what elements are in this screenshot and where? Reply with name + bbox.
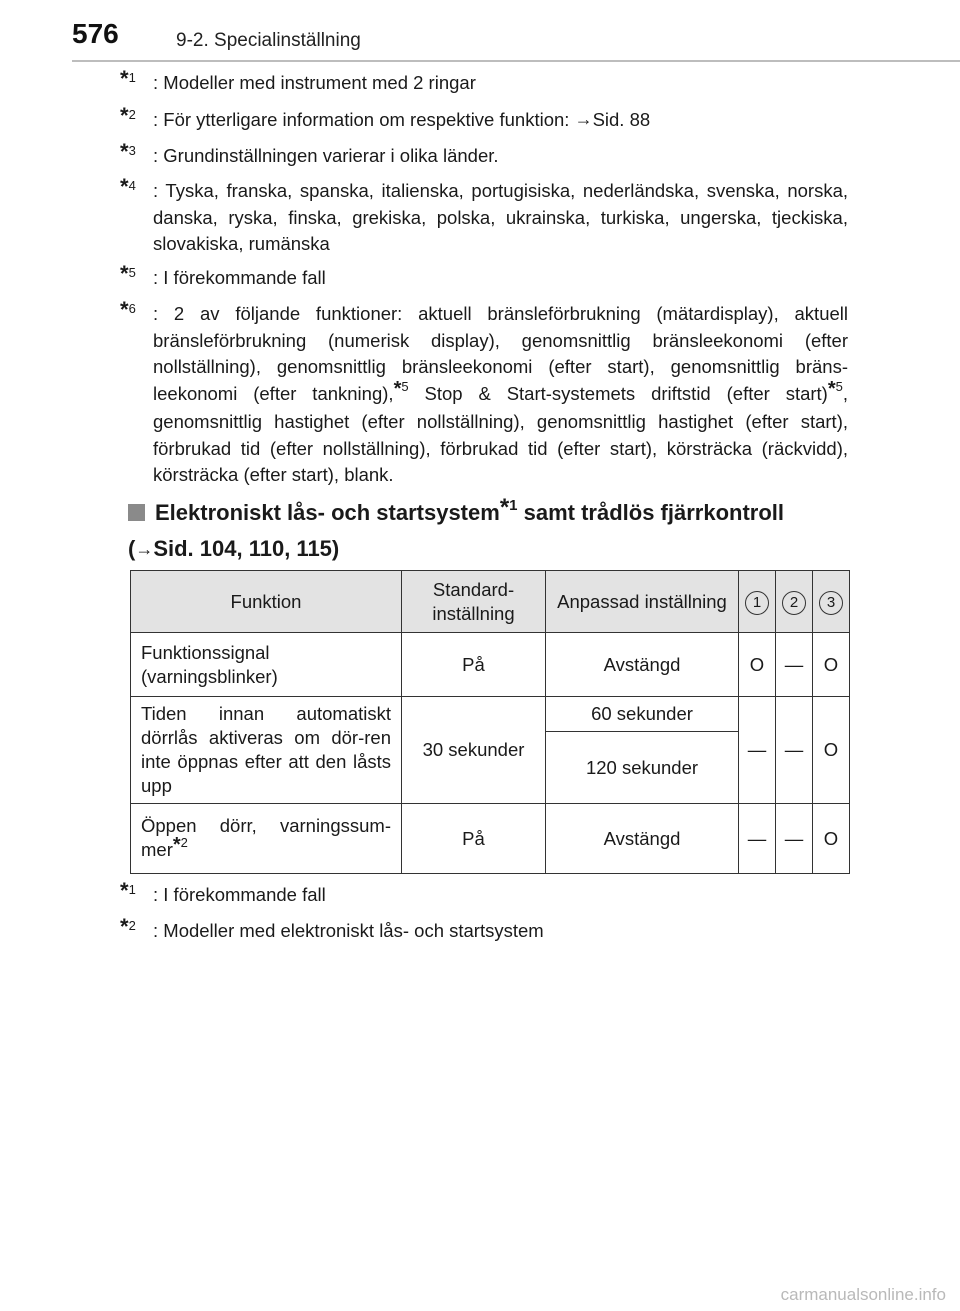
col-header-default: Standard-inställning (402, 571, 546, 633)
col-header-function: Funktion (131, 571, 402, 633)
footnote-number: 5 (128, 265, 136, 280)
square-bullet-icon (128, 504, 145, 521)
table-row (131, 697, 850, 732)
table-row (131, 633, 850, 697)
heading-footnote-ref: 1 (509, 497, 518, 514)
footnote-number: 1 (128, 70, 136, 85)
page-reference: Sid. 88 (592, 109, 651, 130)
arrow-right-icon: → (574, 109, 593, 129)
footnote-text: : För ytterligare information om respektive funktion: (153, 109, 575, 130)
table-footnote-1: *$^1$ : I förekommande fall (120, 882, 848, 909)
page-header (72, 18, 888, 58)
table-header-row (131, 571, 850, 633)
footnote-text-part1: : 2 av följande funktioner: aktuell bränsleförbrukning (mätardisplay), aktuell bränsleförbrukning (numerisk display), genomsnittlig bränsleekonomi (efter nollställning), genomsnittlig bränsleekonomi (efter start), genomsnittlig bräns-leekonomi (efter tankning), (153, 303, 848, 404)
footnote-number: 1 (128, 882, 136, 897)
cell-c2: — (776, 633, 813, 697)
footnote-number: 6 (128, 301, 136, 316)
header-rule (72, 60, 960, 62)
cell-c3: O (813, 804, 850, 874)
footnote-reference: 5 (401, 378, 409, 394)
footnote-3: *$^3$ : Grundinställningen varierar i olika länder. (120, 143, 848, 170)
section-title: 9-2. Specialinställning (176, 30, 361, 51)
cell-c3: O (813, 697, 850, 804)
col-header-circle-1: 1 (745, 591, 769, 615)
footnote-text: : I förekommande fall (153, 267, 326, 288)
footnote-number: 2 (128, 918, 136, 933)
settings-table (130, 570, 850, 874)
footnote-2: *$^2$ : För ytterligare information om respektive funktion: →Sid. 88 (120, 103, 651, 130)
section-heading: Elektroniskt lås- och startsystem*$^1$ samt trådlös fjärrkontroll (→Sid. 104, 110, 115) (128, 494, 785, 561)
page-number: 576 (72, 18, 119, 49)
footnote-text: : Grundinställningen varierar i olika länder. (153, 145, 499, 166)
arrow-right-icon: → (135, 539, 154, 559)
cell-c1: O (739, 633, 776, 697)
col-header-circle-2: 2 (782, 591, 806, 615)
cell-custom: Avstängd (546, 633, 739, 697)
col-header-circle-3: 3 (819, 591, 843, 615)
cell-function: Tiden innan automatiskt dörrlås aktiveras om dör-ren inte öppnas efter att den låsts upp (131, 697, 402, 804)
table-row (131, 804, 850, 874)
footnote-text: : Modeller med elektroniskt lås- och startsystem (153, 920, 544, 941)
cell-c2: — (776, 804, 813, 874)
footnote-text: : Tyska, franska, spanska, italienska, portugisiska, nederländska, svenska, norska, danska, ryska, finska, grekiska, polska, ukrainska, turkiska, ungerska, tjeckiska, slovakiska, rumänska (153, 180, 848, 254)
cell-default: 30 sekunder (402, 697, 546, 804)
cell-default: På (402, 633, 546, 697)
footnote-4: *$^4$ : Tyska, franska, spanska, italienska, portugisiska, nederländska, svenska, norska, danska, ryska, finska, grekiska, polska, ukrainska, turkiska, ungerska, tjeckiska, slovakiska, rumänska (120, 178, 848, 258)
watermark: carmanualsonline.info (780, 1285, 946, 1304)
cell-default: På (402, 804, 546, 874)
footnote-5: *$^5$ : I förekommande fall (120, 265, 848, 292)
footnote-number: 2 (128, 107, 136, 122)
footnote-text: : I förekommande fall (153, 884, 326, 905)
table-footnote-2: *$^2$ : Modeller med elektroniskt lås- och startsystem (120, 918, 848, 945)
col-header-custom: Anpassad inställning (546, 571, 739, 633)
footnote-reference: 5 (835, 378, 843, 394)
footnote-text: : Modeller med instrument med 2 ringar (153, 72, 476, 93)
cell-custom-b: 120 sekunder (546, 732, 739, 804)
footnote-6: *$^6$ : 2 av följande funktioner: aktuell bränsleförbrukning (mätardisplay), aktuell bränsleförbrukning (numerisk display), genomsnittlig bränsleekonomi (efter nollställning), genomsnittlig bränsleekonomi (efter start), genomsnittlig bräns-leekonomi (efter tankning),*$^5$ Stop & Start-systemets driftstid (efter start)*$^5$, genomsnittlig hastighet (efter nollställning), genomsnittlig hastighet (efter start), förbrukad tid (efter nollställning), förbrukad tid (efter start), körsträcka (räckvidd), körsträcka (efter start), blank. (120, 297, 849, 485)
footnote-text-part3: , genomsnittlig hastighet (efter nollställning), genomsnittlig hastighet (efter start), förbrukad tid (efter nollställning), förbrukad tid (efter start), körsträcka (räckvidd), körsträcka (efter start), blank. (153, 382, 849, 485)
footnote-number: 3 (128, 143, 136, 158)
cell-custom-a: 60 sekunder (546, 697, 739, 732)
cell-c3: O (813, 633, 850, 697)
footnote-number: 4 (128, 178, 136, 193)
cell-c2: — (776, 697, 813, 804)
heading-page-reference: Sid. 104, 110, 115) (153, 536, 340, 561)
cell-footnote-ref: 2 (180, 834, 188, 850)
cell-custom: Avstängd (546, 804, 739, 874)
cell-c1: — (739, 697, 776, 804)
cell-function: Funktionssignal (varningsblinker) (131, 633, 402, 697)
footnote-text-part2: Stop & Start-systemets driftstid (efter start) (408, 382, 828, 404)
cell-function: Öppen dörr, varningssum-mer*$^2$ (131, 804, 402, 874)
cell-c1: — (739, 804, 776, 874)
footnote-1: *$^1$ : Modeller med instrument med 2 ringar (120, 70, 848, 97)
